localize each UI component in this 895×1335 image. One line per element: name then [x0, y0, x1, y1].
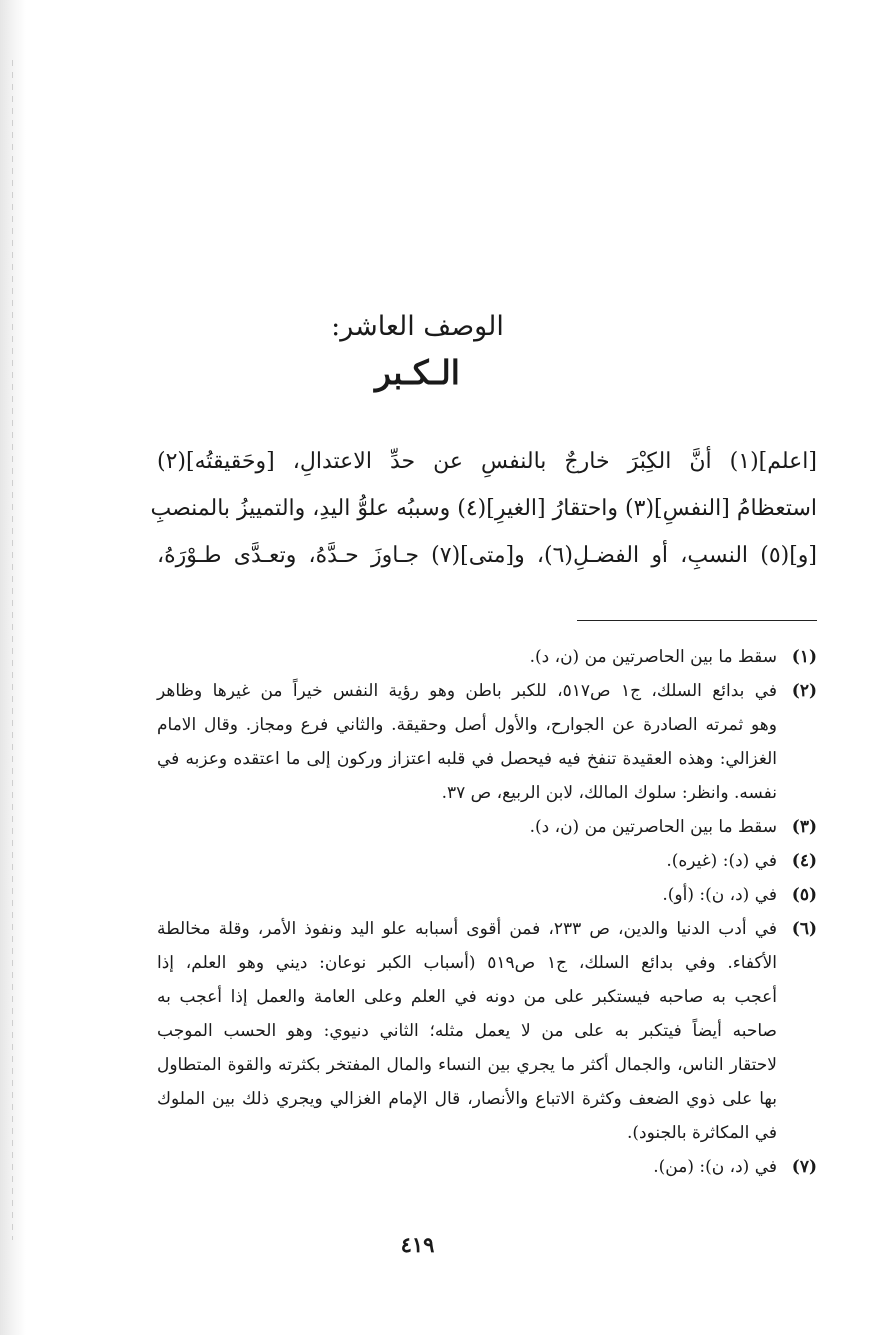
footnote-number: (٥)	[791, 885, 817, 905]
footnote-line: في أدب الدنيا والدين، ص ٢٣٣، فمن أقوى أسبابه علو اليد ونفوذ الأمر، وقلة مخالطة	[157, 919, 777, 939]
footnote	[157, 674, 817, 810]
footnote-number: (٦)	[791, 919, 817, 939]
footnote	[157, 810, 817, 844]
footnote-line: في (د، ن): (أو).	[662, 885, 777, 905]
footnote-separator	[577, 620, 817, 621]
paragraph-line: [اعلم](١) أنَّ الكِبْرَ خارجٌ بالنفسِ عن حدِّ الاعتدالِ، [وحَقيقتُه](٢)	[157, 449, 817, 474]
footnote-line: في (د): (غيره).	[666, 851, 777, 871]
footnote-line: في (د، ن): (من).	[653, 1157, 777, 1177]
footnote-number: (٤)	[791, 851, 817, 871]
footnote-line: بها على ذوي الضعف وكثرة الاتباع والأنصار، قال الإمام الغزالي ويجري ذلك بين الملوك	[157, 1089, 777, 1109]
footnote	[157, 912, 817, 1150]
footnote	[157, 1150, 817, 1184]
footnote-text	[157, 878, 777, 912]
footnote-line: أعجب به صاحبه فيستكبر على من دونه في العلم وعلى العامة والعمل إذا أعجب به	[157, 987, 777, 1007]
paragraph-line: [و](٥) النسبِ، أو الفضـلِ(٦)، و[متى](٧) جـاوزَ حـدَّهُ، وتعـدَّى طـوْرَهُ،	[157, 543, 818, 568]
footnote-text	[157, 1150, 777, 1184]
footnote-number: (٧)	[791, 1157, 817, 1177]
page-number	[0, 1232, 895, 1257]
footnote-line: صاحبه أيضاً فيتكبر به على من لا يعمل مثله؛ الثاني دنيوي: وهو الحسب الموجب	[157, 1021, 777, 1041]
page-number-text: ٤١٩	[400, 1232, 435, 1257]
footnote-line: الغزالي: وهذه العقيدة تنفخ فيه فيحصل في قلبه اعتزاز وركون إلى ما اعتقده وعزبه في	[157, 749, 777, 769]
footnote-text	[157, 912, 777, 1150]
footnote-line: وهو ثمرته الصادرة عن الجوارح، والأول أصل وحقيقة. والثاني فرع ومجاز. وقال الامام	[157, 715, 777, 735]
footnote-line: سقط ما بين الحاصرتين من (ن، د).	[529, 647, 777, 667]
footnote	[157, 878, 817, 912]
footnote-number: (٢)	[791, 681, 817, 701]
section-subtitle: الـكـبر	[375, 353, 460, 392]
footnote-line: الأكفاء. وفي بدائع السلك، ج١ ص٥١٩ (أسباب الكبر نوعان: ديني وهو العلم، إذا	[157, 953, 778, 973]
footnote-text	[157, 810, 777, 844]
footnote	[157, 640, 817, 674]
main-paragraph	[150, 438, 818, 579]
footnote-line: سقط ما بين الحاصرتين من (ن، د).	[529, 817, 777, 837]
footnote-text	[157, 640, 777, 674]
footnote-text	[157, 844, 777, 878]
footnotes	[157, 640, 817, 1184]
footnote-line: في بدائع السلك، ج١ ص٥١٧، للكبر باطن وهو رؤية النفس خيراً من غيرها وظاهر	[157, 681, 777, 701]
footnote-number: (٣)	[791, 817, 817, 837]
footnote-text	[157, 674, 777, 810]
footnote-number: (١)	[791, 647, 817, 667]
footnote-line: نفسه. وانظر: سلوك المالك، لابن الربيع، ص ٣٧.	[441, 783, 777, 803]
section-title: الوصف العاشر:	[331, 311, 504, 342]
paragraph-line: استعظامُ [النفسِ](٣) واحتقارُ [الغيرِ](٤) وسببُه علوُّ اليدِ، والتمييزُ بالمنصبِ	[150, 496, 817, 521]
footnote	[157, 844, 817, 878]
footnote-line: لاحتقار الناس، والجمال أكثر ما يجري بين النساء والمال المفتخر بكثرته والقوة المتطاول	[157, 1055, 777, 1075]
footnote-line: في المكاثرة بالجنود).	[626, 1123, 777, 1143]
chapter-heading	[0, 305, 895, 397]
